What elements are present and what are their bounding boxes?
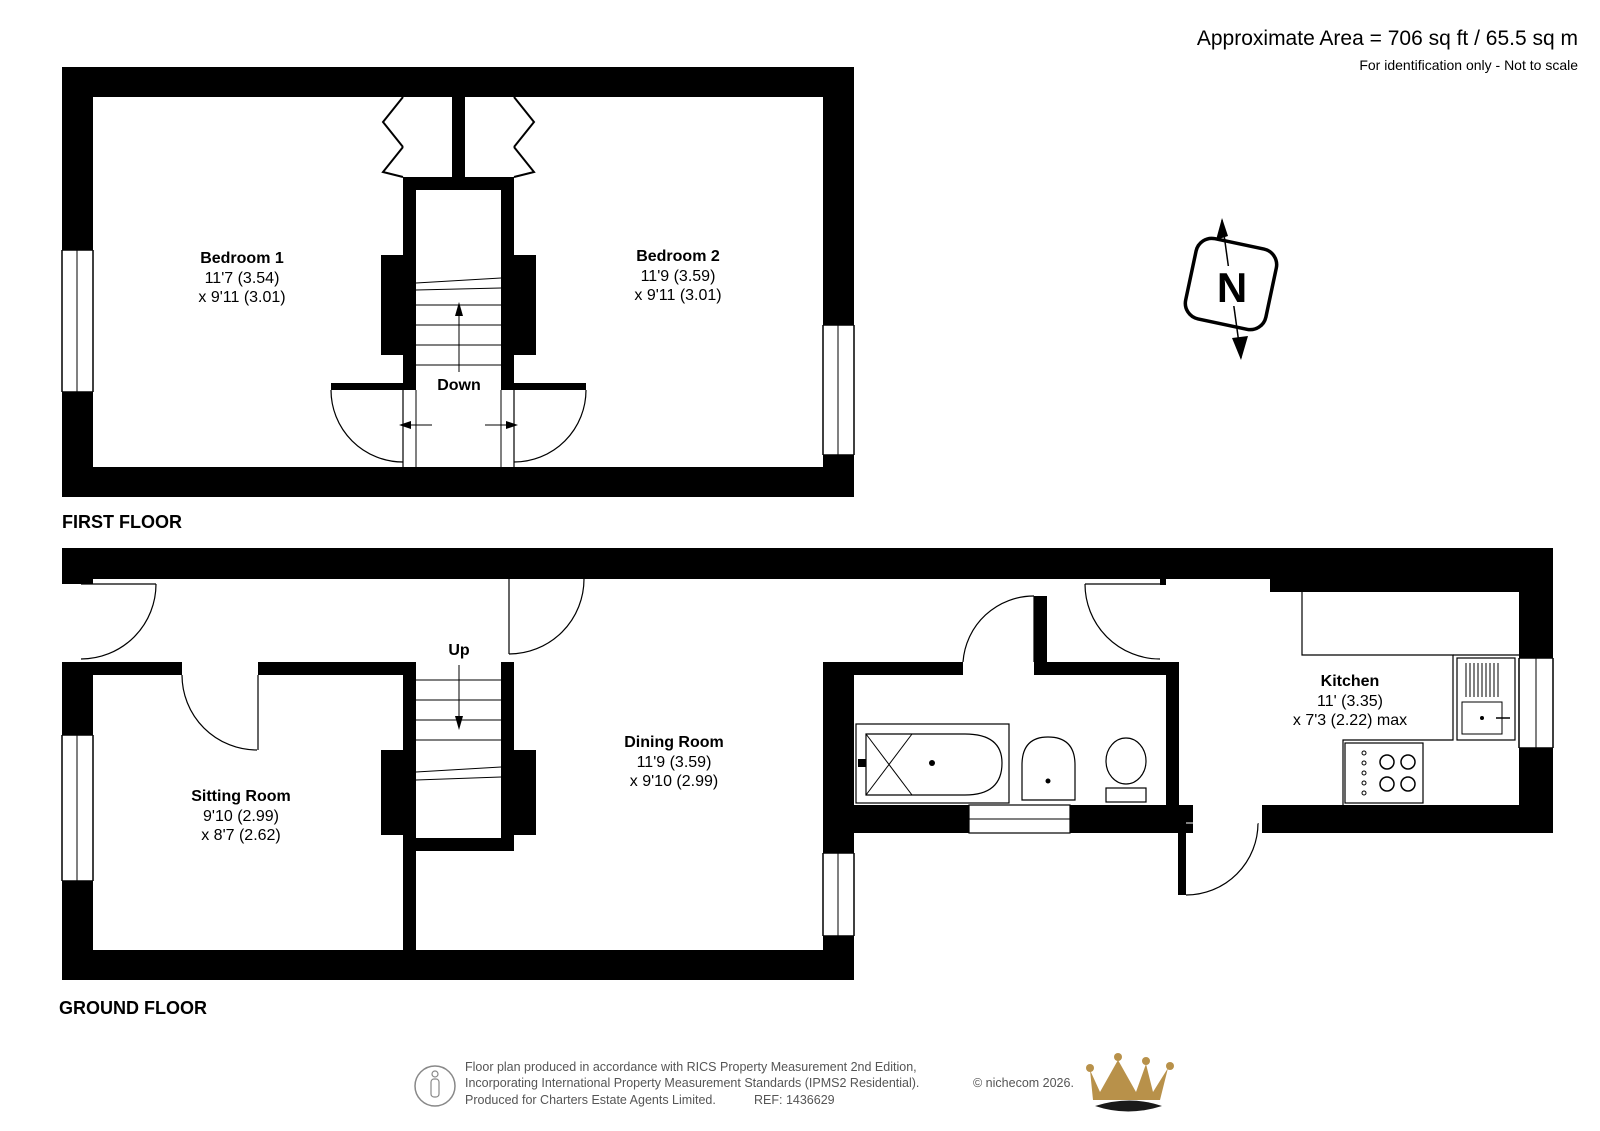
room-dimension: 11'9 (3.59) (636, 754, 712, 771)
room-name: Bedroom 2 (636, 248, 720, 265)
room-dimension: x 8'7 (2.62) (201, 827, 281, 844)
stairs-up-label: Up (448, 642, 470, 659)
footer-line-1: Floor plan produced in accordance with RICS Property Measurement 2nd Edition, (465, 1060, 917, 1074)
first-floor-label: FIRST FLOOR (62, 512, 182, 532)
compass-letter: N (1216, 264, 1248, 311)
room-dimension: 9'10 (2.99) (203, 808, 279, 825)
room-label-bedroom-1 (198, 250, 285, 306)
room-name: Bedroom 1 (200, 250, 284, 267)
scale-disclaimer: For identification only - Not to scale (1359, 57, 1578, 73)
room-dimension: x 7'3 (2.22) max (1292, 712, 1408, 729)
room-label-bedroom-2 (634, 248, 721, 304)
room-label-sitting-room (191, 788, 291, 844)
ground-floor-plan (59, 548, 1553, 1018)
room-name: Sitting Room (191, 788, 291, 805)
footer-ref: REF: 1436629 (754, 1093, 835, 1107)
room-dimension: x 9'10 (2.99) (629, 773, 719, 790)
room-dimension: 11'9 (3.59) (640, 268, 716, 285)
room-dimension: 11'7 (3.54) (204, 270, 280, 287)
room-name: Kitchen (1320, 673, 1380, 690)
first-floor-plan (62, 67, 854, 532)
north-compass-icon (1182, 218, 1279, 360)
approximate-area: Approximate Area = 706 sq ft / 65.5 sq m (1196, 27, 1578, 50)
footer-copyright: © nichecom 2026. (973, 1076, 1074, 1090)
ground-floor-label: GROUND FLOOR (59, 998, 207, 1018)
crown-logo-icon (1086, 1053, 1174, 1112)
room-dimension: x 9'11 (3.01) (634, 287, 722, 304)
footer (415, 1053, 1174, 1112)
room-name: Dining Room (624, 734, 724, 751)
room-label-kitchen (1293, 673, 1407, 729)
person-scale-icon (415, 1066, 455, 1106)
room-dimension: 11' (3.35) (1317, 693, 1383, 710)
stairs-down-label: Down (437, 377, 481, 394)
footer-line-2: Incorporating International Property Measurement Standards (IPMS2 Residential). (465, 1076, 920, 1090)
room-dimension: x 9'11 (3.01) (198, 289, 286, 306)
room-label-dining-room (624, 734, 724, 790)
footer-line-3: Produced for Charters Estate Agents Limited. (465, 1093, 716, 1107)
